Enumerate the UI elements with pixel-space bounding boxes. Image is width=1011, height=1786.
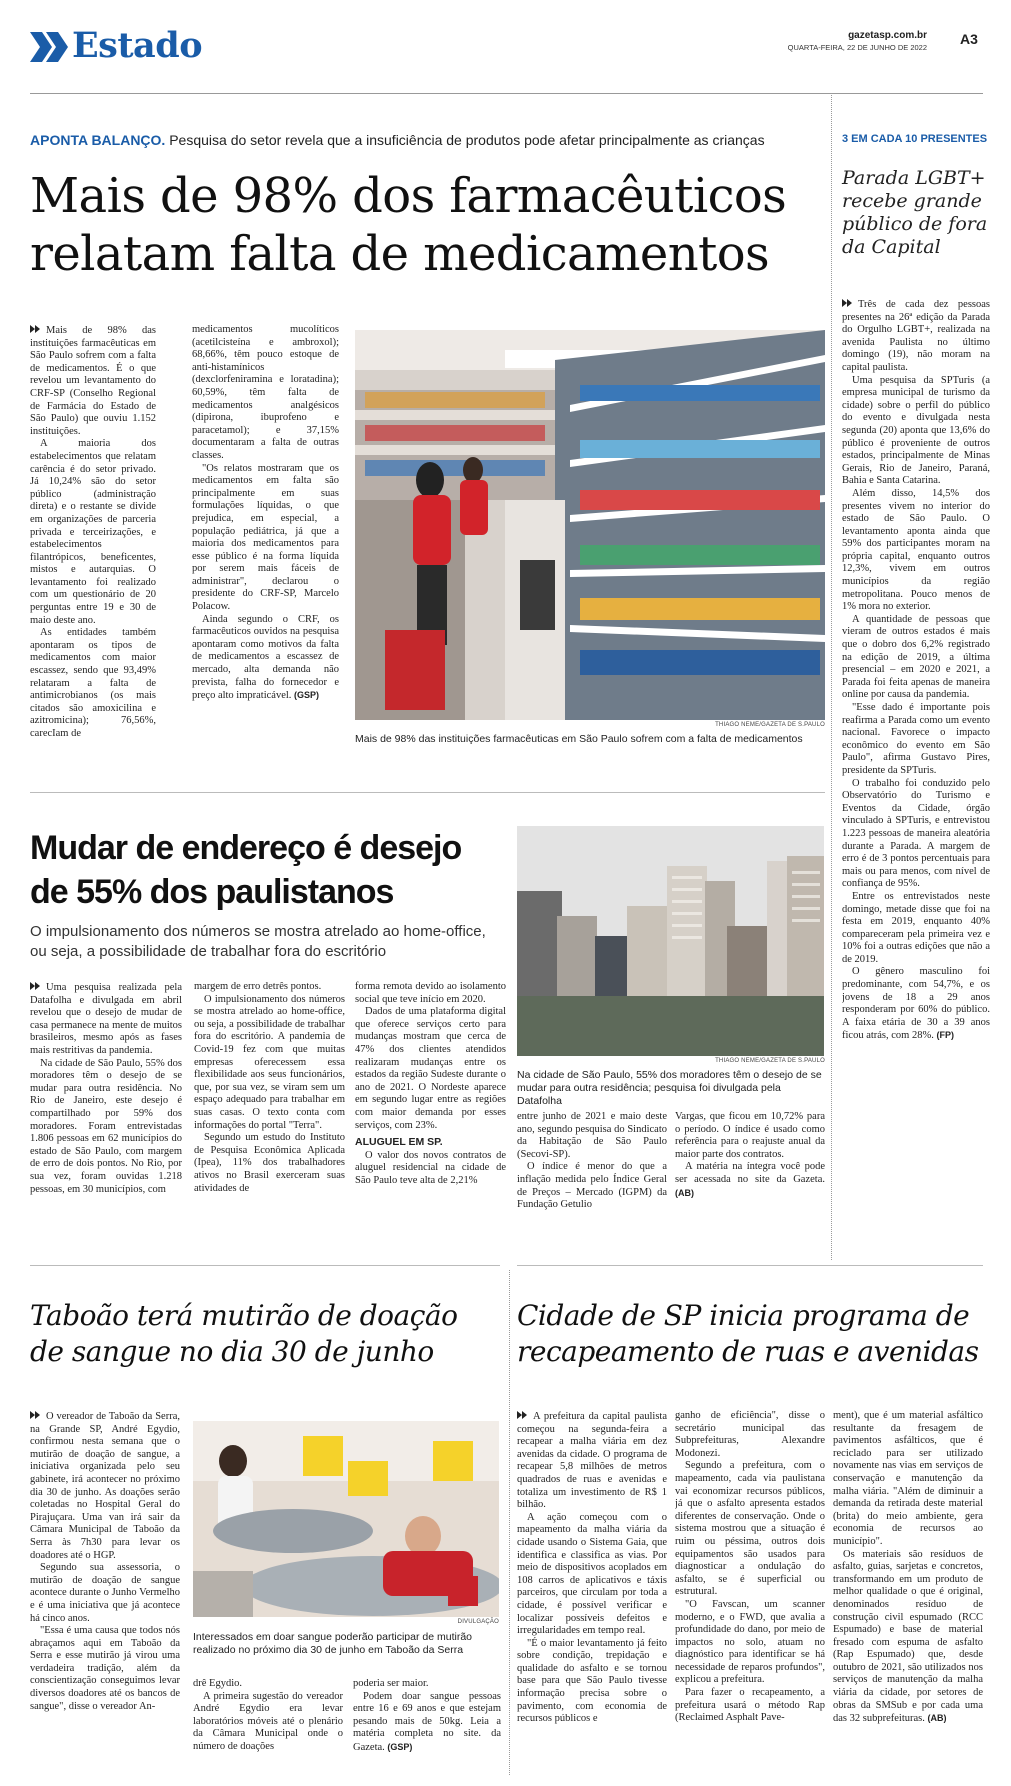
paving-col1-p3: "É o maior levantamento já feito sobre condição, trepidação e qualidade do asfalto e se tornou base para que São Paulo tivesse informação precisa sobre o pavimento, com economia de recursos públicos e (517, 1637, 667, 1725)
sidebar-p2: Uma pesquisa da SPTuris (a empresa municipal de turismo da cidade) sobre o perfil do público do evento e divulgada nesta segunda (20) aponta que 13,6% do público é proveniente de outros estados, principalmente de Minas Gerais, Rio de Janeiro, Paraná, Bahia e Santa Catarina. (842, 374, 990, 487)
paving-col3-p1: ment), que é um material asfáltico resultante da fresagem de pavimentos asfálticos, que é reciclado para ser utilizado novamente nas vias em serviços de conservação e manutenção da malha viária. "Além de diminuir a demanda da retirada deste material (brita) do meio ambiente, gera economia de recursos ao município". (833, 1410, 983, 1547)
paving-col2 (675, 1410, 825, 1780)
housing-col4-p1: entre junho de 2021 e maio deste ano, segundo pesquisa do Sindicato da Habitação de São Paulo (Secovi-SP). (517, 1111, 667, 1160)
housing-headline-line1: Mudar de endereço é desejo (30, 829, 462, 867)
main-headline (30, 167, 830, 283)
main-headline-line1: Mais de 98% dos farmacêuticos (30, 168, 787, 224)
main-col1 (30, 324, 156, 754)
housing-col5 (675, 1111, 825, 1241)
sidebar-p1: Três de cada dez pessoas presentes na 26ª edição da Parada do Orgulho LGBT+, realizada na avenida Paulista no último domingo (19), não moram na capital paulista. (842, 299, 990, 373)
paving-col1 (517, 1410, 667, 1780)
blood-col1-p3: "Essa é uma causa que todos nós abraçamos aqui em Taboão da Serra e esse mutirão já virou uma verdadeira tradição, além da conscientização conseguimos levar diversos doadores até os bancos de sangue", disse o vereador An- (30, 1625, 180, 1712)
housing-deck: O impulsionamento dos números se mostra atrelado ao home-office, ou seja, a possibilidade de trabalhar fora do escritório (30, 923, 486, 960)
housing-signature: (AB) (675, 1187, 694, 1198)
main-col1-p2: A maioria dos estabelecimentos que relatam carência é do setor privado. Já 10,24% são do setor público (administração direta) e o restante se divide em organizações de parceria privada e terceirizações, e estabelecimentos filantrópicos, beneficentes, mistos e autarquias. O levantamento foi realizado com um questionário de 20 perguntas entre 19 e 30 de maio deste ano. (30, 438, 156, 626)
housing-subhead: ALUGUEL EM SP. (355, 1136, 443, 1149)
blood-col1 (30, 1410, 180, 1780)
bullet-chevrons-icon (517, 1410, 531, 1420)
housing-col1-p2: Na cidade de São Paulo, 55% dos moradores têm o desejo de se mudar para outra residência. No Rio de Janeiro, este desejo é compartilhado por 59% dos moradores. Foram entrevistadas 1.806 pessoas em 62 municípios do estado de São Paulo, com margem de erro de dois pontos. No Rio, por sua vez, foram ouvidas 1.218 pessoas, em 30 municípios, com (30, 1057, 182, 1195)
main-col2 (192, 324, 339, 754)
main-col1-p3: As entidades também apontaram os tipos de medicamentos com maior escassez, sendo que 93,49% relataram a falta de antimicrobianos (os mais citados são amoxicilina e azitromicina); 76,56%, carecIam de (30, 627, 156, 739)
housing-col2-p2: O impulsionamento dos números se mostra atrelado ao home-office, ou seja, a possibilidade de trabalhar fora do escritório. A pandemia de Covid-19 fez com que muitas empresas oferecessem essa flexibilidade aos seus funcionários, que, por sua vez, se viram sem um espaço adequado para trabalhar em suas casas. O texto conta com informações do portal "Terra". (194, 993, 345, 1131)
blood-signature: (GSP) (387, 1741, 413, 1752)
housing-col1-p1: Uma pesquisa realizada pela Datafolha e divulgada em abril revelou que o desejo de mudar de casa permanece na mente de muitos brasileiros, mesmo após as fases mais restritivas da pandemia. (30, 982, 182, 1056)
edition-date: QUARTA-FEIRA, 22 DE JUNHO DE 2022 (787, 43, 927, 52)
blood-col3 (353, 1678, 501, 1778)
housing-col2-p1: margem de erro detrês pontos. (194, 981, 322, 992)
paving-col1-p2: A ação começou com o mapeamento da malha viária da cidade usando o Sistema Gaia, que identifica e classifica as vias. Por meio de dispositivos acoplados em 108 carros de aplicativos e táxis parceiros, que circulam por toda a cidade, é possível verificar e localizar possíveis defeitos e irregularidades em tempo real. (517, 1511, 667, 1637)
sidebar-divider (831, 95, 832, 1260)
bullet-chevrons-icon (30, 324, 44, 334)
housing-col5-p2: A matéria na íntegra você pode ser acessada no site da Gazeta. (675, 1161, 825, 1185)
housing-col2-p3: Segundo um estudo do Instituto de Pesquisa Econômica Aplicada (Ipea), 11% dos trabalhadores ativos no Brasil exerceram suas atividades de (194, 1132, 345, 1194)
housing-headline-line2: de 55% dos paulistanos (30, 873, 394, 911)
sidebar-p3: Além disso, 14,5% dos presentes vivem no interior do estado de São Paulo. O levantamento aponta ainda que 59% dos participantes moram na própria capital, enquanto outros 12,3%, vivem em outros municípios da região metropolitana. Pouco menos de 1% mora no exterior. (842, 487, 990, 613)
rule-bottom-right (517, 1265, 983, 1266)
paving-col2-p1: ganho de eficiência", disse o secretário municipal das Subprefeituras, Alexandre Modonezi. (675, 1410, 825, 1459)
main-kicker: APONTA BALANÇO. (30, 132, 166, 148)
sidebar-p7: Entre os entrevistados neste domingo, metade disse que foi na festa em 2019, enquanto 40% compareceram pela primeira vez e 10% foi a outras edições que não a de 2019. (842, 890, 990, 965)
bullet-chevrons-icon (842, 298, 856, 308)
rule-after-main (30, 792, 825, 793)
paving-col1-p1: A prefeitura da capital paulista começou na segunda-feira a recapear a malha viária em dez avenidas da cidade. O programa de recapear 5,8 milhões de metros quadrados de ruas e avenidas e totaliza um investimento de R$ 1 bilhão. (517, 1411, 667, 1511)
paving-col2-p4: Para fazer o recapeamento, a prefeitura usará o método Rap (Reclaimed Asphalt Pave- (675, 1687, 825, 1724)
blood-col3-p1: poderia ser maior. (353, 1678, 429, 1689)
main-kicker-line (30, 132, 830, 148)
housing-col1 (30, 981, 182, 1241)
sidebar-p8: O gênero masculino foi predominante, com 54,7%, e os jovens de 18 a 29 anos responderam por 60% do público. A faixa etária de 30 a 39 anos ficou atrás, com 28%. (842, 966, 990, 1042)
double-chevron-icon (30, 32, 70, 62)
blood-col1-p1: O vereador de Taboão da Serra, na Grande SP, André Egydio, confirmou nesta semana que o mutirão de doação de sangue, a iniciativa organizada pelo seu gabinete, irá acontecer no próximo dia 30 de junho. As doações serão coletadas no Hospital Geral do Pirajuçara. Uma van irá sair da Câmara Municipal de Taboão da Serra às 7h30 para levar os doadores até o HGP. (30, 1411, 180, 1561)
paving-col2-p3: "O Favscan, um scanner moderno, e o FWD, que avalia a profundidade do dano, por meio de impactos no solo, atuam no diagnóstico para identificar se há necessidade de reparos profundos", explicou a prefeitura. (675, 1598, 825, 1686)
pharmacy-photo (355, 330, 825, 720)
section-logo (30, 25, 270, 68)
blood-col2-p1: drê Egydio. (193, 1678, 242, 1689)
blood-donation-photo (193, 1421, 499, 1617)
main-deck: Pesquisa do setor revela que a insuficiência de produtos pode afetar principalmente as crianças (169, 132, 765, 148)
main-headline-line2: relatam falta de medicamentos (30, 226, 770, 282)
bullet-chevrons-icon (30, 981, 44, 991)
housing-col2 (194, 981, 345, 1241)
rule-bottom-left (30, 1265, 500, 1266)
paving-signature: (AB) (927, 1713, 947, 1724)
housing-col3 (355, 981, 506, 1241)
page-number: A3 (960, 31, 978, 47)
sidebar-p5: "Esse dado é importante pois reafirma a Parada como um evento nacional. Favorece o impacto econômico do evento em São Paulo", afirma Gustavo Pires, presidente da SPTuris. (842, 702, 990, 776)
paving-headline (517, 1298, 987, 1370)
blood-col3-p2: Podem doar sangue pessoas entre 16 e 69 anos e que estejam pesando mais de 50kg. Leia a matéria completa no site. da Gazeta. (353, 1690, 501, 1753)
blood-col2-p2: A primeira sugestão do vereador André Egydio era levar laboratórios móveis até o plenário da Câmara Municipal onde o número de doações (193, 1690, 343, 1752)
sidebar-headline: Parada LGBT+ recebe grande público de fora da Capital (842, 167, 988, 258)
main-photo-caption: Mais de 98% das instituições farmacêuticas em São Paulo sofrem com a falta de medicamentos (355, 733, 803, 745)
paving-headline-line1: Cidade de SP inicia programa de (517, 1299, 970, 1332)
housing-headline (30, 826, 530, 914)
blood-photo-caption: Interessados em doar sangue poderão participar de mutirão realizado no próximo dia 30 de junho em Taboão da Serra (193, 1631, 472, 1656)
paving-col3 (833, 1410, 983, 1780)
blood-col1-p2: Segundo sua assessoria, o mutirão de doação de sangue acontece durante o Junho Vermelho e é uma iniciativa que já acontece há cinco anos. (30, 1562, 180, 1624)
skyline-illustration (517, 826, 824, 1056)
paving-col2-p2: Segundo a prefeitura, com o mapeamento, cada via paulistana vai economizar recursos públicos, já que o asfalto apresenta estados diferentes de conservação. Onde o sistema mostrou que a situação é ruim ou péssima, outros dois equipamentos são usados para diagnosticar a ondulação do asfalto, se é superficial ou estrutural. (675, 1460, 825, 1598)
blood-col2 (193, 1678, 343, 1778)
housing-col4-p2: O índice é menor do que a inflação medida pelo Índice Geral de Preços – Mercado (IGPM) da Fundação Getulio (517, 1161, 667, 1211)
housing-col5-p1: Vargas, que ficou em 10,72% para o período. O índice é usado como referência para o reajuste anual da maior parte dos contratos. (675, 1111, 825, 1160)
pharmacy-illustration (355, 330, 825, 720)
paving-col3-p2: Os materiais são resíduos de asfalto, guias, sarjetas e concretos, transformando em um produto de melhor qualidade o que é original, denominados resíduo de construção civil espumado (RCC Espumado) e base de material fresado com espuma de asfalto (Rap Espumado) que, desde outubro de 2021, são utilizados nos serviços de manutenção da malha viária da cidade, por setores de obras da SMSub e por cada uma das 32 subprefeituras. (833, 1548, 983, 1725)
blood-donation-illustration (193, 1421, 499, 1617)
main-col2-p1: medicamentos mucolíticos (acetilcisteína e ambroxol); 68,66%, têm pouco estoque de anti-histamínicos (dexclorfeniramina e loratadina); 60,59%, têm falta de medicamentos analgésicos (dipirona, ibuprofeno e paracetamol); e 37,15% documentaram a falta de outras classes. (192, 324, 339, 461)
main-signature: (GSP) (294, 690, 320, 701)
sidebar-p4: A quantidade de pessoas que vieram de outros estados é mais que o dobro dos 6,2% registrado na edição de 2019, a última presencial – em 2020 e 2021, a Parada foi feita apenas de maneira online por causa da pandemia. (842, 613, 990, 701)
main-col2-p3: Ainda segundo o CRF, os farmacêuticos ouvidos na pesquisa apontaram como motivos da falta de medicamentos a escassez de mercado, alta demanda não prevista, falha do fornecedor e preço alto impraticável. (192, 613, 339, 702)
blood-photo-credit: DIVULGAÇÃO (457, 1619, 499, 1625)
sidebar-p6: O trabalho foi conduzido pelo Observatório do Turismo e Eventos da Cidade, órgão vinculado à SPTuris, e entrevistou 1.223 pessoas de maneira aleatória durante a Parada. A margem de erro é de 3 pontos percentuais para mais ou para menos, com nível de confiança de 95%. (842, 777, 990, 890)
blood-headline-line1: Taboão terá mutirão de doação (30, 1299, 458, 1332)
main-photo-credit: THIAGO NEME/GAZETA DE S.PAULO (715, 722, 825, 728)
housing-photo-credit: THIAGO NEME/GAZETA DE S.PAULO (715, 1058, 825, 1064)
sidebar-kicker: 3 EM CADA 10 PRESENTES (842, 133, 988, 145)
top-rule (30, 93, 983, 94)
site-url: gazetasp.com.br (848, 30, 927, 41)
main-col2-p2: "Os relatos mostraram que os medicamentos em falta são principalmente em suas formulações líquidas, o que prejudica, em especial, a população pediátrica, já que a maioria dos medicamentos para esse público é na forma líquida por serem mais fáceis de administrar", declarou o presidente do CRF-SP, Marcelo Polacow. (192, 462, 339, 613)
main-col1-p1: Mais de 98% das instituições farmacêuticas em São Paulo sofrem com a falta de medicamentos. É o que revelou um levantamento do CRF-SP (Conselho Regional de Farmácia do Estado de São Paulo) que ouviu 1.152 instituições. (30, 325, 156, 437)
housing-col3-p2: Dados de uma plataforma digital que oferece serviços certo para mudanças mostram que cerca de 47% dos clientes atendidos realizaram mudanças entre os estados da região Sudeste durante o ano de 2021. O Nordeste aparece em segundo lugar entre as regiões com maior demanda por esses serviços, com 23%. (355, 1006, 506, 1131)
sidebar-body (842, 298, 990, 1253)
section-name: Estado (72, 25, 203, 66)
blood-headline-line2: de sangue no dia 30 de junho (30, 1335, 434, 1368)
paving-headline-line2: recapeamento de ruas e avenidas (517, 1335, 979, 1368)
sidebar-signature: (FP) (936, 1030, 954, 1041)
housing-col3-p3: O valor dos novos contratos de aluguel residencial na cidade de São Paulo teve alta de 2,21% (355, 1149, 506, 1186)
blood-headline (30, 1298, 510, 1370)
housing-col4 (517, 1111, 667, 1241)
housing-col3-p1: forma remota devido ao isolamento social que teve início em 2020. (355, 981, 506, 1005)
bullet-chevrons-icon (30, 1410, 44, 1420)
skyline-photo (517, 826, 824, 1056)
housing-photo-caption: Na cidade de São Paulo, 55% dos moradores têm o desejo de se mudar para outra residência; pesquisa foi divulgada pela Datafolha (517, 1069, 822, 1107)
